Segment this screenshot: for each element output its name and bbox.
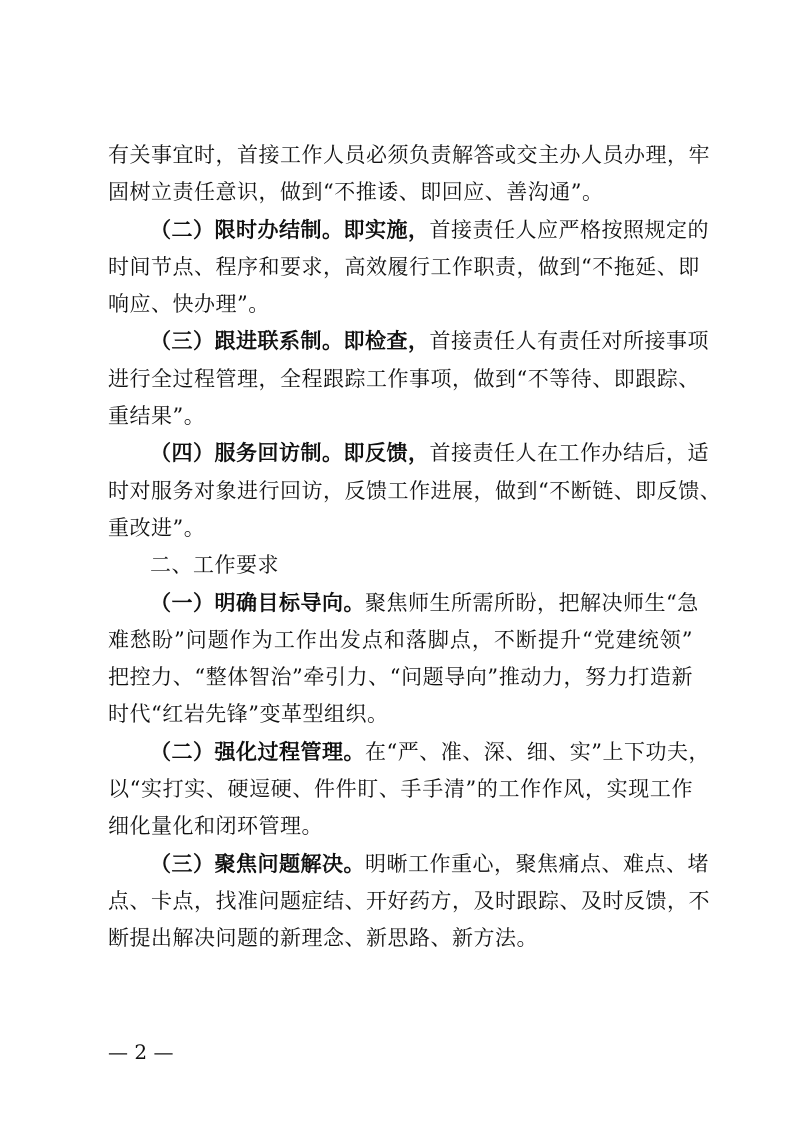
paragraph-line: 固树立责任意识，做到“不推诿、即回应、善沟通”。 — [108, 180, 604, 205]
paragraph-line — [108, 323, 709, 360]
paragraph-line: 把控力、“整体智治”牵引力、“问题导向”推动力，努力打造新 — [108, 665, 693, 690]
paragraph-line: 点、卡点，找准问题症结、开好药方，及时跟踪、及时反馈，不 — [108, 888, 710, 913]
paragraph-line: 进行全过程管理，全程跟踪工作事项，做到“不等待、即跟踪、 — [108, 366, 700, 391]
paragraph-text: 聚焦师生所需所盼，把解决师生“急 — [365, 590, 699, 615]
paragraph-text: 首接责任人有责任对所接事项 — [429, 329, 709, 354]
paragraph-line: 难愁盼”问题作为工作出发点和落脚点，不断提升“党建统领” — [108, 627, 693, 652]
paragraph-text: 首接责任人应严格按照规定的 — [429, 217, 709, 242]
paragraph-line — [108, 585, 699, 622]
paragraph-heading-bold: （三）跟进联系制。即检查， — [150, 329, 430, 354]
paragraph-line: 时间节点、程序和要求，高效履行工作职责，做到“不拖延、即 — [108, 254, 700, 279]
paragraph-line: 有关事宜时，首接工作人员必须负责解答或交主办人员办理，牢 — [108, 143, 710, 167]
paragraph-heading-bold: （三）聚焦问题解决。 — [150, 851, 365, 876]
section-heading: 二、工作要求 — [150, 553, 279, 578]
document-body — [108, 137, 722, 958]
paragraph-text: 明晰工作重心，聚焦痛点、难点、堵 — [365, 851, 709, 876]
paragraph-line — [108, 435, 709, 472]
paragraph-line: 响应、快办理”。 — [108, 292, 270, 317]
paragraph-heading-bold: （四）服务回访制。即反馈， — [150, 441, 430, 466]
paragraph-heading-bold: （二）限时办结制。即实施， — [150, 217, 430, 242]
paragraph-line — [108, 846, 709, 883]
paragraph-line: 细化量化和闭环管理。 — [108, 814, 323, 839]
paragraph-line — [108, 212, 709, 249]
paragraph-line: 时对服务对象进行回访，反馈工作进展，做到“不断链、即反馈、 — [108, 478, 722, 503]
paragraph-heading-bold: （一）明确目标导向。 — [150, 590, 365, 615]
paragraph-text: 在“严、准、深、细、实”上下功夫， — [365, 739, 710, 764]
paragraph-line: 断提出解决问题的新理念、新思路、新方法。 — [108, 926, 538, 951]
paragraph-line — [108, 734, 710, 771]
paragraph-text: 首接责任人在工作办结后，适 — [429, 441, 709, 466]
paragraph-line: 时代“红岩先锋”变革型组织。 — [108, 702, 389, 727]
paragraph-line: 以“实打实、硬逗硬、件件盯、手手清”的工作作风，实现工作 — [108, 777, 693, 802]
page-number: — 2 — — [108, 1040, 174, 1064]
paragraph-line: 重改进”。 — [108, 515, 206, 540]
paragraph-heading-bold: （二）强化过程管理。 — [150, 739, 365, 764]
paragraph-line: 重结果”。 — [108, 404, 206, 429]
